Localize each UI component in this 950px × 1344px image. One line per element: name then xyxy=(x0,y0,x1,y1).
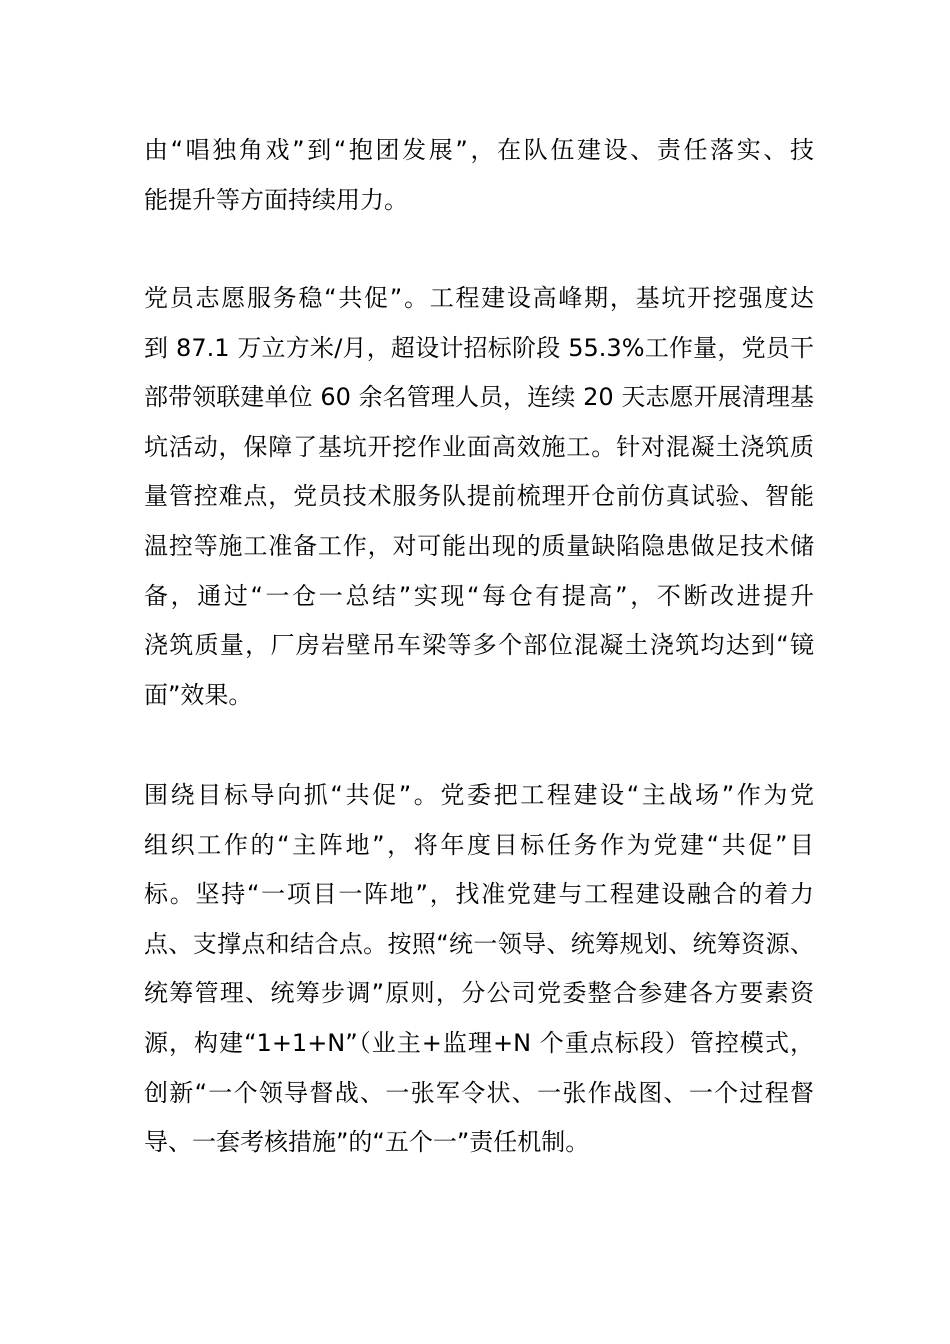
paragraph-line: 坑活动，保障了基坑开挖作业面高效施工。针对混凝土浇筑质 xyxy=(144,432,814,461)
paragraph-line: 点、支撑点和结合点。按照“统一领导、统筹规划、统筹资源、 xyxy=(144,929,814,958)
paragraph-line: 能提升等方面持续用力。 xyxy=(144,185,408,214)
paragraph-volunteer-service xyxy=(144,274,814,720)
paragraph-line: 面”效果。 xyxy=(144,680,253,709)
paragraph-line: 围绕目标导向抓“共促”。党委把工程建设“主战场”作为党 xyxy=(144,781,814,809)
paragraph-line: 导、一套考核措施”的“五个一”责任机制。 xyxy=(144,1128,590,1157)
paragraph-goal-orientation xyxy=(144,771,814,1168)
paragraph-line: 浇筑质量，厂房岩壁吊车梁等多个部位混凝土浇筑均达到“镜 xyxy=(144,631,814,660)
paragraph-line: 到 87.1 万立方米/月，超设计招标阶段 55.3%工作量，党员干 xyxy=(144,333,814,362)
paragraph-line: 标。坚持“一项目一阵地”，找准党建与工程建设融合的着力 xyxy=(144,880,814,909)
paragraph-line: 组织工作的“主阵地”，将年度目标任务作为党建“共促”目 xyxy=(144,830,814,859)
paragraph-line: 备，通过“一仓一总结”实现“每仓有提高”，不断改进提升 xyxy=(144,581,814,610)
paragraph-line: 创新“一个领导督战、一张军令状、一张作战图、一个过程督 xyxy=(144,1078,814,1107)
paragraph-line: 部带领联建单位 60 余名管理人员，连续 20 天志愿开展清理基 xyxy=(144,383,814,412)
paragraph-line: 由“唱独角戏”到“抱团发展”，在队伍建设、责任落实、技 xyxy=(144,136,814,164)
paragraph-line: 温控等施工准备工作，对可能出现的质量缺陷隐患做足技术储 xyxy=(144,531,814,560)
paragraph-line: 量管控难点，党员技术服务队提前梳理开仓前仿真试验、智能 xyxy=(144,482,814,511)
paragraph-team-building xyxy=(144,126,814,225)
paragraph-line: 党员志愿服务稳“共促”。工程建设高峰期，基坑开挖强度达 xyxy=(144,284,814,312)
paragraph-line: 源，构建“1+1+N”（业主+监理+N 个重点标段）管控模式， xyxy=(144,1028,814,1057)
paragraph-line: 统筹管理、统筹步调”原则，分公司党委整合参建各方要素资 xyxy=(144,979,814,1008)
